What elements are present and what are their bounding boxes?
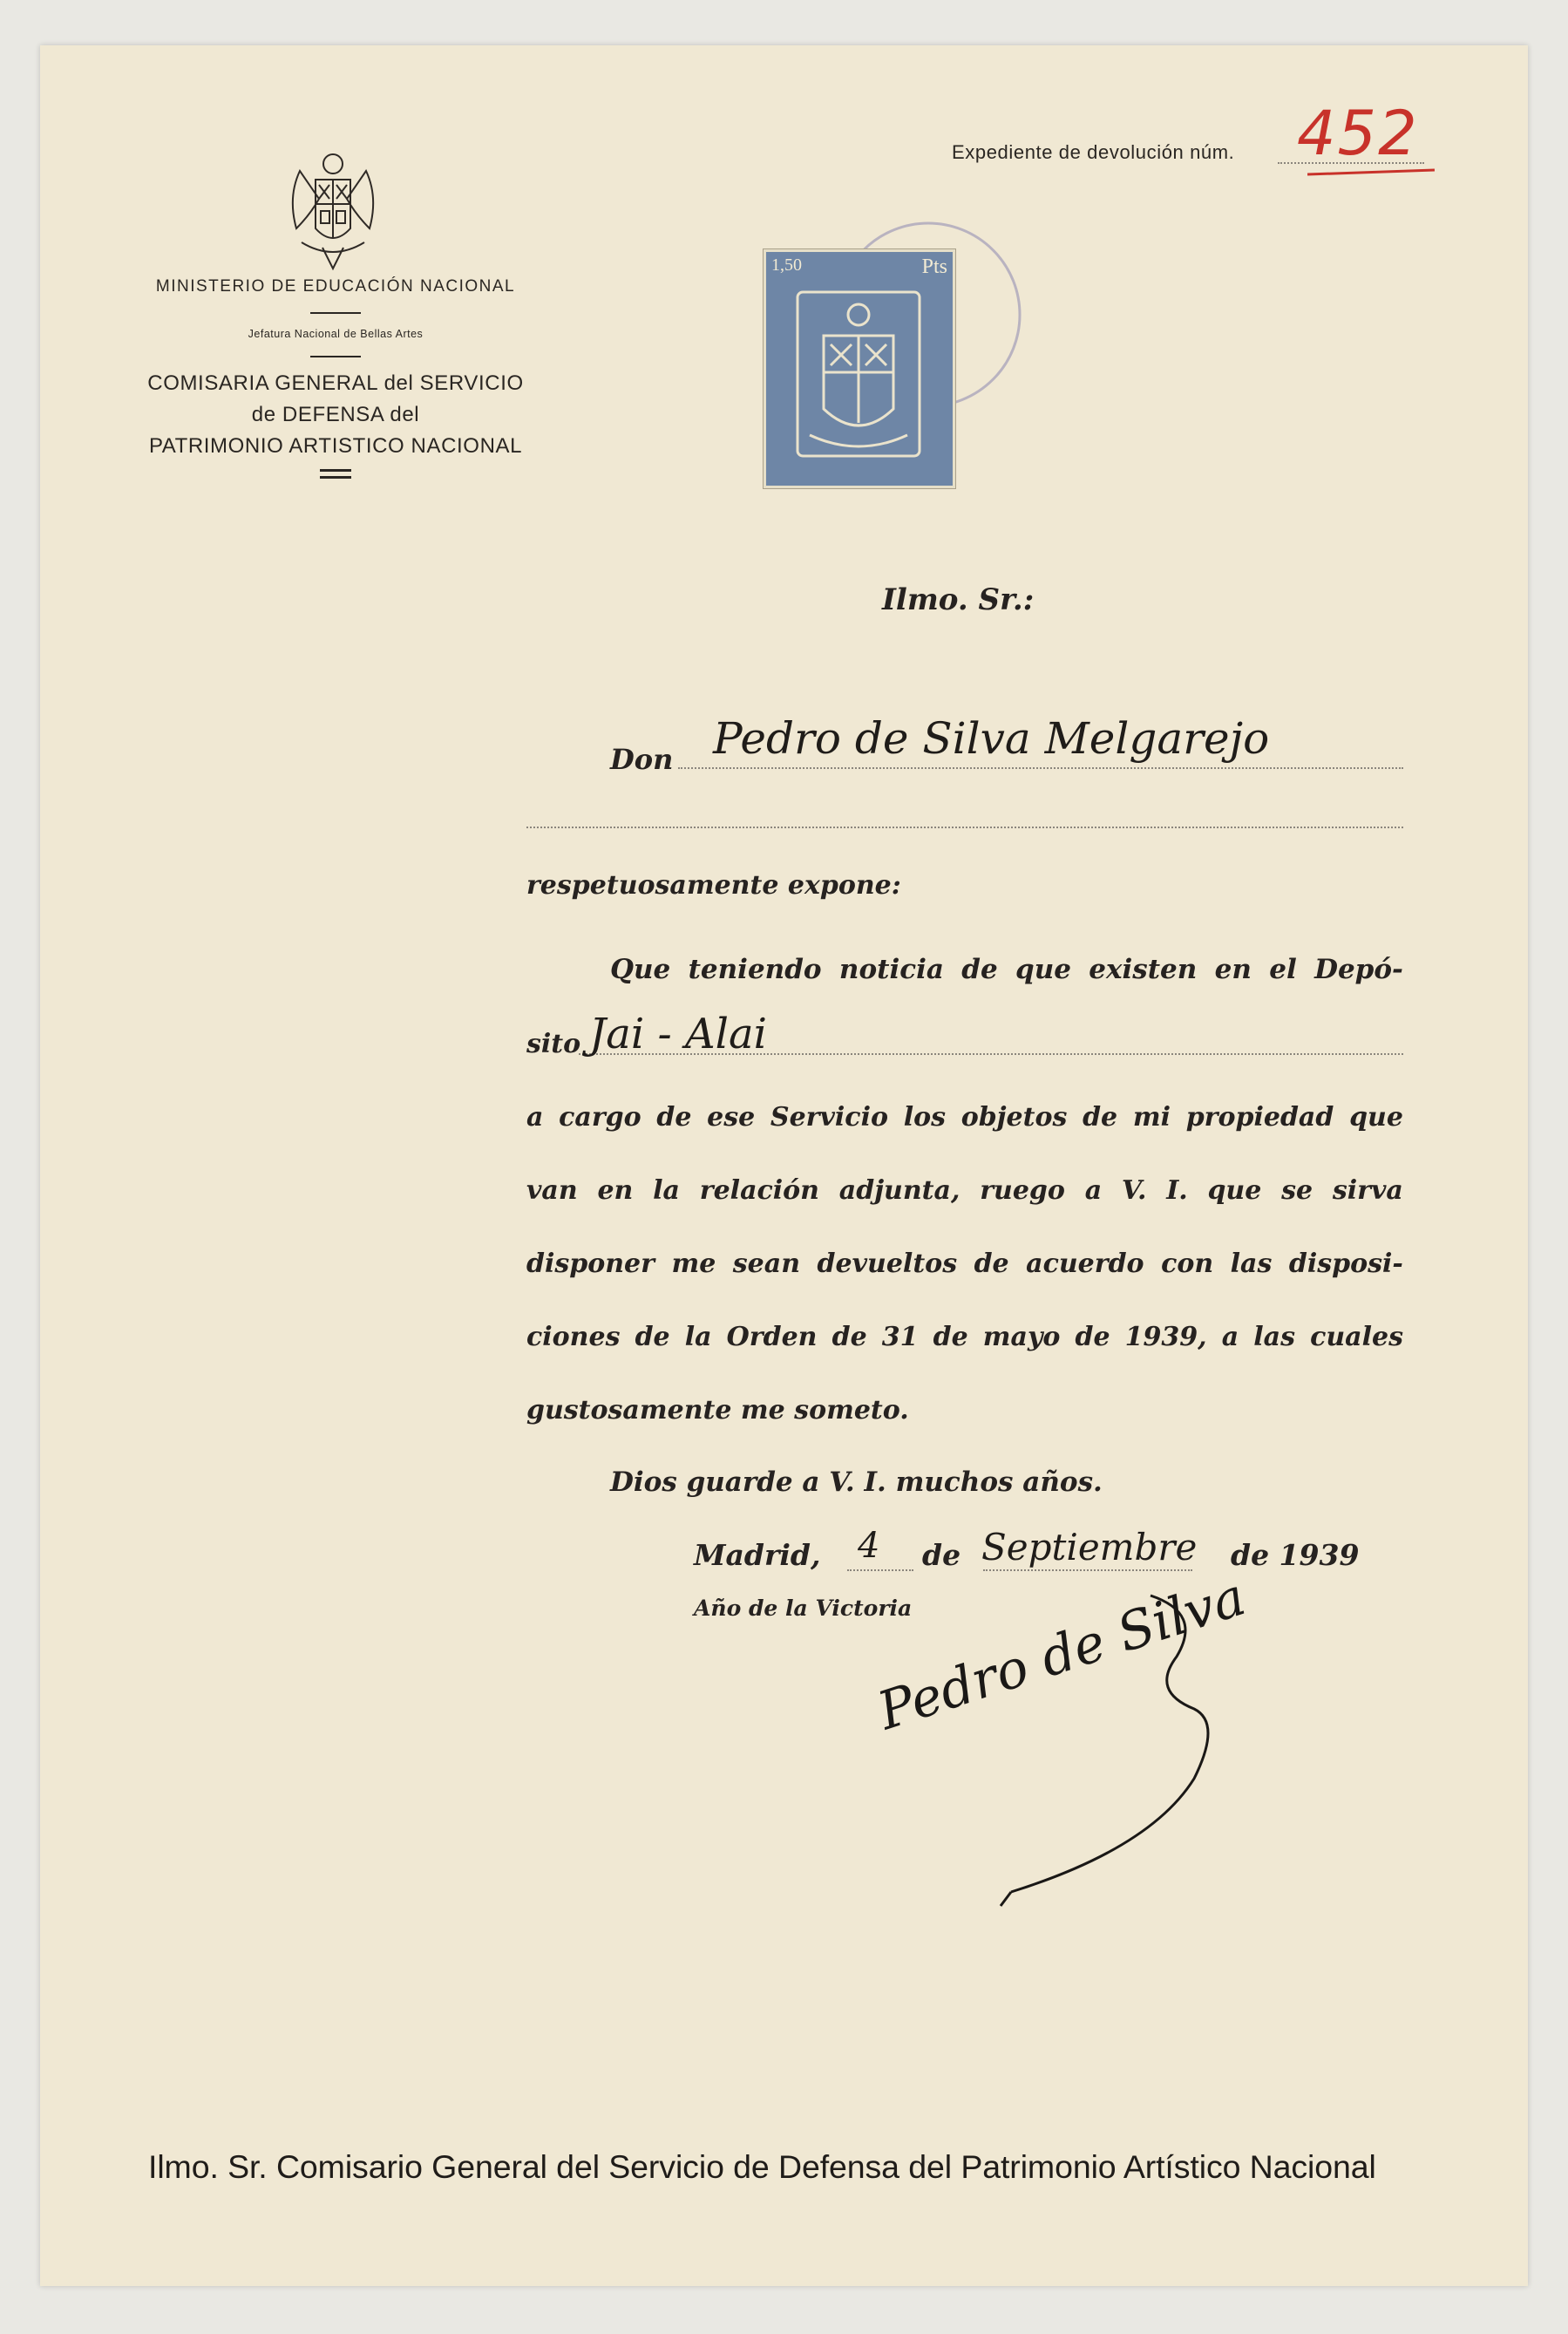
word: sean: [732, 1249, 801, 1279]
commission-line: PATRIMONIO ARTISTICO NACIONAL: [148, 434, 523, 458]
footer-addressee: Ilmo. Sr. Comisario General del Servicio de Defensa del Patrimonio Artístico Nacional: [148, 2148, 1376, 2185]
coat-of-arms-icon: [284, 145, 382, 272]
word: las: [1253, 1322, 1295, 1352]
sito-label: sito: [526, 1029, 581, 1059]
word: las: [1230, 1249, 1273, 1279]
word: teniendo: [688, 954, 822, 985]
stamp-value-left: 1,50: [771, 255, 802, 275]
word: acuerdo: [1026, 1249, 1144, 1279]
word: mi: [1132, 1102, 1171, 1133]
double-rule: [320, 476, 351, 479]
body-line-3: [526, 1102, 1403, 1133]
closing-formula: Dios guarde a V. I. muchos años.: [610, 1466, 1103, 1498]
word: de: [635, 1322, 670, 1352]
fiscal-stamp: [764, 249, 955, 488]
word: propiedad: [1185, 1102, 1334, 1133]
word: en: [597, 1175, 634, 1206]
deposit-name: Jai - Alai: [589, 1010, 767, 1058]
word: I.: [1166, 1175, 1188, 1206]
date-place: Madrid,: [694, 1538, 821, 1572]
body-line-5: [526, 1249, 1403, 1279]
victory-year: Año de la Victoria: [694, 1596, 913, 1621]
shield-icon: [792, 287, 925, 461]
word: 31: [881, 1322, 919, 1352]
word: van: [526, 1175, 578, 1206]
divider: [310, 312, 361, 314]
name-continuation-line: [526, 827, 1403, 828]
word: a: [526, 1102, 544, 1133]
word: me: [671, 1249, 716, 1279]
word: disposi-: [1288, 1249, 1403, 1279]
word: V.: [1121, 1175, 1147, 1206]
file-number-value: 452: [1297, 98, 1419, 169]
word: de: [1083, 1102, 1118, 1133]
body-line-7: gustosamente me someto.: [526, 1395, 909, 1426]
name-dotted-line: [678, 767, 1403, 769]
word: de: [656, 1102, 692, 1133]
word: cuales: [1310, 1322, 1403, 1352]
word: sirva: [1332, 1175, 1403, 1206]
word: devueltos: [817, 1249, 958, 1279]
word: que: [1207, 1175, 1262, 1206]
word: los: [903, 1102, 946, 1133]
word: de: [974, 1249, 1009, 1279]
body-line-6: [526, 1322, 1403, 1352]
month-dotted-line: [983, 1569, 1192, 1571]
word: de: [832, 1322, 867, 1352]
expone-text: respetuosamente expone:: [526, 870, 901, 901]
word: Depó-: [1314, 954, 1403, 985]
ministry-heading: MINISTERIO DE EDUCACIÓN NACIONAL: [155, 277, 516, 296]
word: noticia: [838, 954, 944, 985]
commission-line: COMISARIA GENERAL del SERVICIO: [147, 371, 524, 395]
word: objetos: [960, 1102, 1068, 1133]
date-de: de: [922, 1538, 961, 1572]
word: de: [1075, 1322, 1110, 1352]
word: en: [1214, 954, 1252, 985]
word: cargo: [559, 1102, 641, 1133]
body-line-4: [526, 1175, 1403, 1206]
file-number-label: Expediente de devolución núm.: [952, 141, 1235, 163]
word: de: [933, 1322, 968, 1352]
word: Servicio: [770, 1102, 888, 1133]
word: existen: [1089, 954, 1198, 985]
word: que: [1015, 954, 1071, 985]
word: Que: [610, 954, 671, 985]
word: relación: [699, 1175, 819, 1206]
word: adjunta,: [838, 1175, 960, 1206]
word: se: [1281, 1175, 1313, 1206]
word: ese: [707, 1102, 756, 1133]
word: mayo: [982, 1322, 1061, 1352]
word: ruego: [980, 1175, 1065, 1206]
word: el: [1269, 954, 1297, 985]
word: que: [1349, 1102, 1403, 1133]
day-dotted-line: [847, 1569, 913, 1571]
word: a: [1084, 1175, 1103, 1206]
word: disponer: [526, 1249, 655, 1279]
body-line-1: [610, 954, 1403, 985]
word: la: [653, 1175, 680, 1206]
word: la: [684, 1322, 712, 1352]
date-month: Septiembre: [981, 1526, 1198, 1568]
word: 1939,: [1124, 1322, 1207, 1352]
word: ciones: [526, 1322, 621, 1352]
word: de: [961, 954, 998, 985]
department-heading: Jefatura Nacional de Bellas Artes: [248, 328, 424, 340]
commission-heading: [131, 368, 540, 462]
date-day: 4: [858, 1526, 880, 1566]
double-rule: [320, 469, 351, 472]
word: con: [1161, 1249, 1214, 1279]
word: a: [1221, 1322, 1239, 1352]
don-label: Don: [610, 743, 674, 776]
commission-line: de DEFENSA del: [251, 403, 420, 426]
applicant-name: Pedro de Silva Melgarejo: [713, 713, 1270, 764]
divider: [310, 356, 361, 357]
salutation: Ilmo. Sr.:: [882, 582, 1035, 617]
signature: Pedro de Silva: [871, 1566, 1253, 1743]
date-year: de 1939: [1231, 1538, 1360, 1572]
word: Orden: [726, 1322, 818, 1352]
signature-flourish-icon: [994, 1578, 1220, 1918]
stamp-value-right: Pts: [921, 255, 947, 278]
